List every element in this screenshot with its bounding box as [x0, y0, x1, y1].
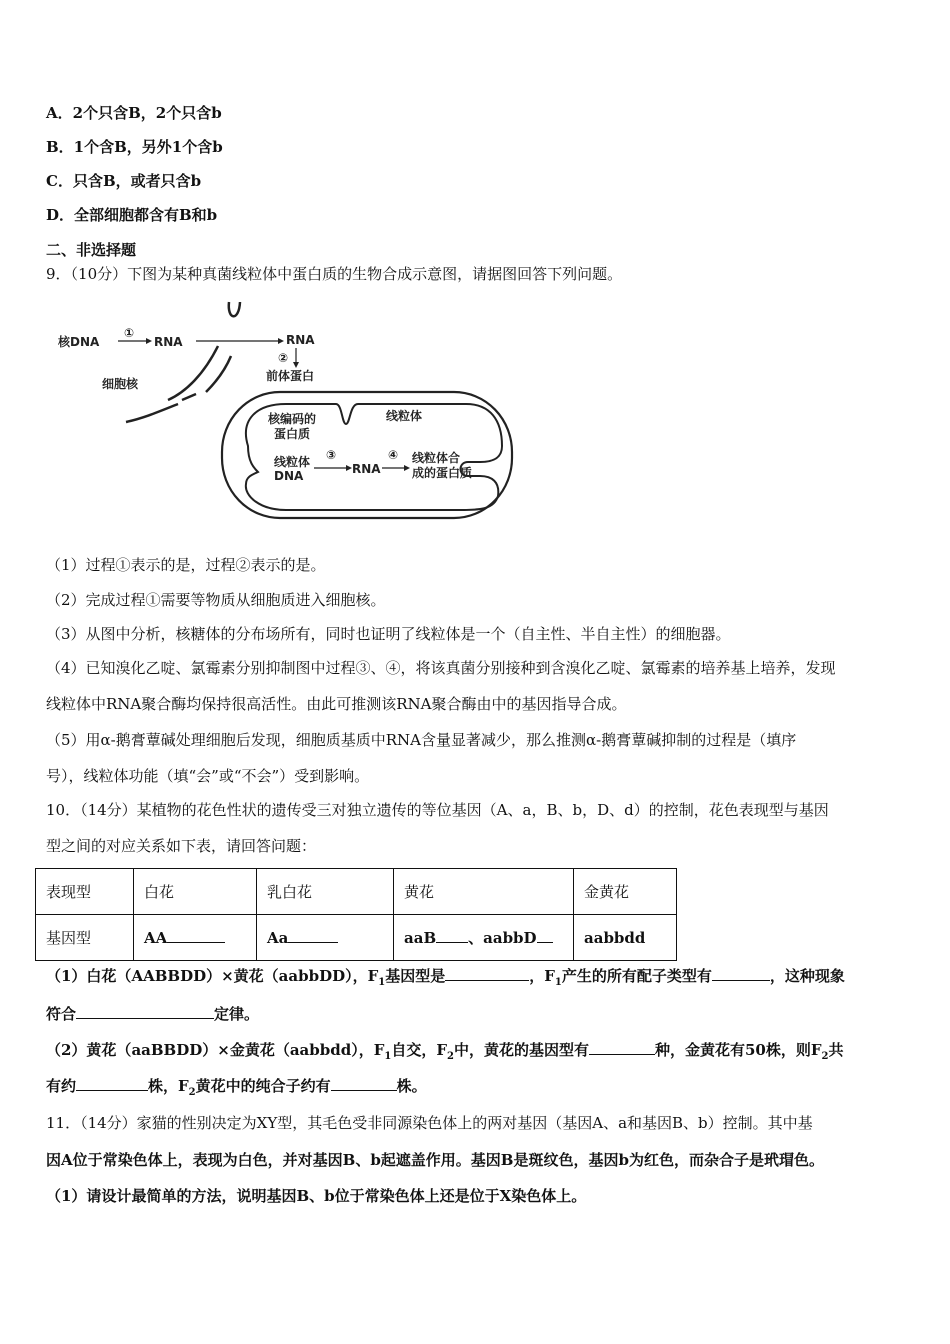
option-b: B．1个含B，另外1个含b [46, 138, 223, 156]
q10-sub1-line2: 符合 定律。 [46, 1005, 260, 1023]
table-row [36, 869, 677, 915]
table-header-cell: 乳白花 [257, 869, 394, 915]
table-header-cell: 金黄花 [574, 869, 677, 915]
q9-sub4-line2: 线粒体中RNA聚合酶均保持很高活性。由此可推测该RNA聚合酶由中的基因指导合成。 [46, 695, 627, 713]
table-cell: aaB 、aabbD [394, 915, 574, 961]
q11-stem-line1: 11．（14分）家猫的性别决定为XY型，其毛色受非同源染色体上的两对基因（基因A、a和基因B、b）控制。其中基 [46, 1114, 813, 1132]
q9-sub2: （2）完成过程①需要等物质从细胞质进入细胞核。 [46, 591, 386, 609]
table-row-label: 基因型 [36, 915, 134, 961]
table-row [36, 915, 677, 961]
table-cell: AA [134, 915, 257, 961]
step-2-label: ② [278, 351, 289, 365]
nuclear-envelope-fragment-1 [168, 346, 218, 400]
q11-stem-line2: 因A位于常染色体上，表现为白色，并对基因B、b起遮盖作用。基因B是斑纹色，基因b为红色，而杂合子是玳瑁色。 [46, 1151, 824, 1169]
section-title: 二、非选择题 [46, 241, 137, 259]
rna-nucleus-label: RNA [154, 335, 183, 349]
step-1-label: ① [124, 326, 135, 340]
q9-sub4-line1: （4）已知溴化乙啶、氯霉素分别抑制图中过程③、④，将该真菌分别接种到含溴化乙啶、氯霉素的培养基上培养，发现 [46, 659, 836, 677]
q10-sub2-line2: 有约 株，$F_2$黄花中的纯合子约有 株。 [46, 1077, 427, 1098]
nuclear-protein-label-2: 蛋白质 [274, 427, 311, 441]
step-3-label: ③ [326, 448, 337, 462]
mt-protein-label-2: 成的蛋白质 [412, 466, 473, 480]
phenotype-genotype-table [35, 868, 677, 961]
q11-sub1: （1）请设计最简单的方法，说明基因B、b位于常染色体上还是位于X染色体上。 [46, 1187, 587, 1205]
nuclear-envelope-fragment-2 [126, 404, 178, 422]
nucleus-label: 细胞核 [102, 377, 139, 391]
q10-sub1-line1: （1）白花（AABBDD）×黄花（aabbDD），$F_1$基因型是 ，$F_1$产生的所有配子类型有 ，这种现象 [46, 967, 845, 988]
q9-sub5-line1: （5）用α-鹅膏蕈碱处理细胞后发现，细胞质基质中RNA含量显著减少，那么推测α-鹅膏蕈碱抑制的过程是（填序 [46, 731, 797, 749]
table-cell: aabbdd [574, 915, 677, 961]
nuclear-pore-fragment [229, 302, 240, 316]
q10-sub2-line1: （2）黄花（aaBBDD）×金黄花（aabbdd），$F_1$自交，$F_2$中，黄花的基因型有 种，金黄花有50株，则$F_2$共 [46, 1041, 844, 1062]
step-4-label: ④ [388, 448, 399, 462]
mt-protein-label-1: 线粒体合 [412, 451, 461, 465]
nuclear-dna-label: 核DNA [58, 335, 100, 349]
table-header-cell: 黄花 [394, 869, 574, 915]
q10-stem-line1: 10．（14分）某植物的花色性状的遗传受三对独立遗传的等位基因（A、a，B、b，D、d）的控制，花色表现型与基因 [46, 801, 829, 819]
table-cell: Aa [257, 915, 394, 961]
mt-dna-label-2: DNA [274, 469, 304, 483]
rna-cytoplasm-label: RNA [286, 333, 315, 347]
precursor-protein-label: 前体蛋白 [266, 369, 315, 383]
q9-stem: 9．（10分）下图为某种真菌线粒体中蛋白质的生物合成示意图，请据图回答下列问题。 [46, 265, 623, 283]
table-header-cell: 白花 [134, 869, 257, 915]
mitochondrion-outer-membrane [222, 392, 512, 518]
q9-sub3: （3）从图中分析，核糖体的分布场所有，同时也证明了线粒体是一个（自主性、半自主性）的细胞器。 [46, 625, 731, 643]
table-header-cell: 表现型 [36, 869, 134, 915]
nuclear-protein-label-1: 核编码的 [268, 412, 317, 426]
q9-sub5-line2: 号），线粒体功能（填“会”或“不会”）受到影响。 [46, 767, 370, 785]
mitochondria-protein-synthesis-diagram [46, 296, 516, 528]
option-c: C．只含B，或者只含b [46, 172, 202, 190]
option-d: D．全部细胞都含有B和b [46, 206, 218, 224]
option-a: A．2个只含B，2个只含b [46, 104, 222, 122]
rna-mito-label: RNA [352, 462, 381, 476]
q9-sub1: （1）过程①表示的是，过程②表示的是。 [46, 556, 326, 574]
mt-dna-label-1: 线粒体 [274, 455, 311, 469]
mitochondrion-label: 线粒体 [386, 409, 423, 423]
q10-stem-line2: 型之间的对应关系如下表，请回答问题： [46, 837, 317, 855]
